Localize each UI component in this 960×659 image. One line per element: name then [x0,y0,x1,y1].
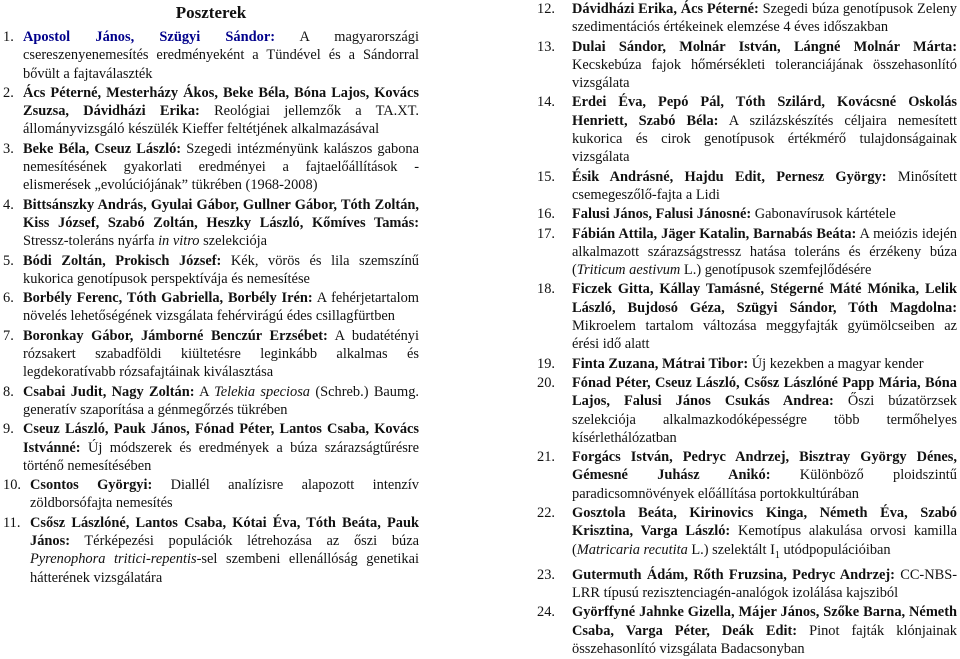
entry-title-part: Stressz-toleráns nyárfa [23,233,159,250]
poster-entry [3,383,419,420]
entry-number: 20. [537,374,555,391]
poster-entry [3,140,419,195]
entry-title-part: Térképezési populációk létrehozása az őszi búza [84,533,419,550]
entry-title: Diallél analízisre alapozott intenzív zöldborsófajta nemesítés [30,477,419,512]
entry-title: Új módszerek és eredmények a búza szárazságtűrésre történő nemesítésében [23,439,419,474]
poster-entry [3,84,419,139]
entry-title-italic: Triticum aestivum [576,262,681,279]
entry-number: 12. [537,1,555,17]
entry-title: Új kezekben a magyar kender [751,355,924,372]
entry-number: 9. [3,421,14,438]
poster-entry [537,38,957,93]
entry-number: 17. [537,225,555,242]
entry-authors: Cseuz László, Pauk János, Fónad Péter, Lantos Csaba, Kovács Istvánné: [23,421,419,456]
entry-title: Minősített csemegeszőlő-fajta a Lidi [572,168,957,203]
entry-authors: Csősz Lászlóné, Lantos Csaba, Kótai Éva, Tóth Beáta, Pauk János: [30,514,419,550]
entry-title-part: utódpopulációiban [779,541,891,558]
entry-number: 10. [3,477,21,494]
entry-number: 4. [3,196,14,213]
poster-entry [3,514,419,587]
poster-entry [537,93,957,166]
entry-number: 16. [537,206,555,223]
entry-authors: Falusi János, Falusi Jánosné: [572,206,752,223]
poster-entry [3,289,419,326]
entry-title-subscript: 1 [774,549,780,561]
entry-authors: Gosztola Beáta, Kirinovics Kinga, Németh Éva, Szabó Krisztina, Varga László: [572,505,957,540]
entry-title: Kék, vörös és lila szemszínű kukorica genotípusok perspektívája és nemesítése [23,252,419,287]
entry-authors: Csontos Györgyi: [30,477,153,494]
entry-title: A szilázskészítés céljaira nemesített kukorica és cirok genotípusok értékmérő tulajdonságainak vizsgálata [572,112,957,166]
entry-number: 13. [537,38,555,55]
entry-authors: Gutermuth Ádám, Rőth Fruzsina, Pedryc Andrzej: [572,566,895,583]
entry-number: 11. [3,514,21,531]
right-column [537,0,957,659]
entry-title: Mikroelem tartalom változása meggyfajták gyümölcseiben az érési idő alatt [572,318,957,353]
poster-entry [3,327,419,382]
entry-authors: Dávidházi Erika, Ács Péterné: [572,1,759,17]
poster-entry [537,168,957,205]
poster-entry [537,374,957,447]
entry-authors: Ficzek Gitta, Kállay Tamásné, Stégerné Máté Mónika, Lelik László, Bujdosó Géza, Szügyi Sándor, Tóth Magdolna: [572,281,957,316]
entry-authors: Bódi Zoltán, Prokisch József: [23,252,222,269]
entry-number: 5. [3,252,14,269]
entry-title: Őszi búzatörzsek szelekciója alkalmazkodóképességre több termőhelyes kísérlethálózatban [572,393,957,446]
page-title: Poszterek [175,3,247,22]
entry-authors: Beke Béla, Cseuz László: [23,140,182,157]
entry-title: Szegedi búza genotípusok Zeleny szedimentációs értékeinek elemzése 4 éves időszakban [572,1,957,36]
entry-title-part: -sel szembeni ellenállóság genetikai hátterének vizsgálatára [30,551,419,586]
entry-title-part: A meiózis idején alkalmazott szárazságstressz hatása toleráns és érzékeny búza ( [572,225,958,279]
entry-number: 21. [537,449,555,466]
entry-number: 7. [3,327,14,344]
entry-title: Különböző ploidszintű paradicsomnövények előállítása portokkultúrában [572,467,957,502]
poster-entry [3,476,419,513]
entry-title-part: Kemotípus alakulása orvosi kamilla ( [572,523,957,558]
poster-entry [3,252,419,289]
entry-number: 15. [537,168,555,185]
poster-entry [3,196,419,251]
entry-authors: Csabai Judit, Nagy Zoltán: [23,383,195,400]
entry-authors: Borbély Ferenc, Tóth Gabriella, Borbély Irén: [23,290,313,307]
poster-entry [537,205,957,223]
entry-authors: Erdei Éva, Pepó Pál, Tóth Szilárd, Kovácsné Oskolás Henriett, Szabó Béla: [572,94,957,129]
entry-number: 6. [3,290,14,307]
entry-number: 23. [537,566,555,583]
entry-title: A budatétényi rózsakert szabadföldi kiültetésre leginkább alkalmas és legdekoratívabb rózsafajtáinak kiválasztása [23,327,419,381]
entry-title-italic: Pyrenophora tritici-repentis [30,551,197,568]
entry-number: 8. [3,383,14,400]
poster-entry [537,225,957,280]
entry-number: 19. [537,355,555,372]
entry-authors: Apostol János, Szügyi Sándor: [23,29,276,45]
poster-entry [537,603,957,658]
poster-entry [3,28,419,83]
poster-entry [537,0,957,37]
entry-title-part: szelekciója [199,233,268,250]
entry-number: 18. [537,281,555,298]
entry-title: Pinot fajták klónjainak összehasonlító vizsgálata Badacsonyban [572,622,957,657]
entry-authors: Bittsánszky András, Gyulai Gábor, Gullner Gábor, Tóth Zoltán, Kiss József, Szabó Zoltán, Heszky László, Kőmíves Tamás: [23,196,419,231]
entry-authors: Fábián Attila, Jäger Katalin, Barnabás Beáta: [572,225,857,242]
entry-title: Reológiai jellemzők a TA.XT. állományvizsgáló készülék Kieffer feltétjének alkalmazásával [23,103,419,138]
entry-authors: Dulai Sándor, Molnár István, Lángné Molnár Márta: [572,38,957,55]
entry-number: 24. [537,604,555,621]
entry-authors: Finta Zuzana, Mátrai Tibor: [572,355,749,372]
entry-title: Kecskebúza fajok hőmérsékleti toleranciájának összehasonlító vizsgálata [572,56,957,92]
entry-title [30,533,419,586]
entry-title-part: A [199,383,215,400]
entry-authors: Ács Péterné, Mesterházy Ákos, Beke Béla, Bóna Lajos, Kovács Zsuzsa, Dávidházi Erika: [23,84,419,120]
entry-title-italic: Telekia speciosa [214,383,310,400]
entry-title-part: L.) szelektált I [687,541,775,558]
poster-entry [537,566,957,603]
entry-number: 14. [537,94,555,111]
poster-entry [537,448,957,503]
poster-entry [537,504,957,565]
entry-title-italic: in vitro [158,233,200,250]
poster-entry [537,280,957,353]
entry-number: 1. [3,29,14,45]
entry-number: 2. [3,84,14,101]
entry-title: Gabonavírusok kártétele [754,206,896,223]
entry-authors: Ésik Andrásné, Hajdu Edit, Pernesz György: [572,168,887,185]
entry-title-part: L.) genotípusok szemfejlődésére [680,262,872,279]
entry-title [23,233,267,249]
entry-title: A magyarországi csereszenyenemesítés eredményeként a Tündével és a Sándorral bővült a fajtaválaszték [23,29,419,82]
entry-number: 22. [537,505,555,522]
entry-authors: Györffyné Jahnke Gizella, Májer János, Szőke Barna, Németh Csaba, Varga Péter, Deák Edit: [572,604,957,639]
entry-title-part: (Schreb.) Baumg. generatív szaporítása a génmegőrzés tükrében [23,383,419,418]
entry-authors: Fónad Péter, Cseuz László, Csősz Lászlóné Papp Mária, Bóna Lajos, Falusi János Csukás Andrea: [572,374,957,410]
entry-title: Szegedi intézményünk kalászos gabona nemesítésének gyakorlati eredményei a fajtaelőállítások - elismerések „evolúciójának” tükrében (1968-2008) [23,140,419,194]
entry-authors: Boronkay Gábor, Jámborné Benczúr Erzsébet: [23,327,328,344]
entry-title: A fehérjetartalom növelés lehetőségének vizsgálata fehérvirágú édes csillagfürtben [23,290,419,325]
left-column [3,0,419,588]
entry-number: 3. [3,140,14,157]
entry-title-italic: Matricaria recutita [576,541,688,558]
poster-entry [3,420,419,475]
poster-entry [537,355,957,373]
entry-title: CC-NBS-LRR típusú rezisztenciagén-analógok izolálása kajsziból [572,566,957,602]
entry-authors: Forgács István, Pedryc Andrzej, Bisztray György Dénes, Gémesné Juhász Anikó: [572,449,957,484]
